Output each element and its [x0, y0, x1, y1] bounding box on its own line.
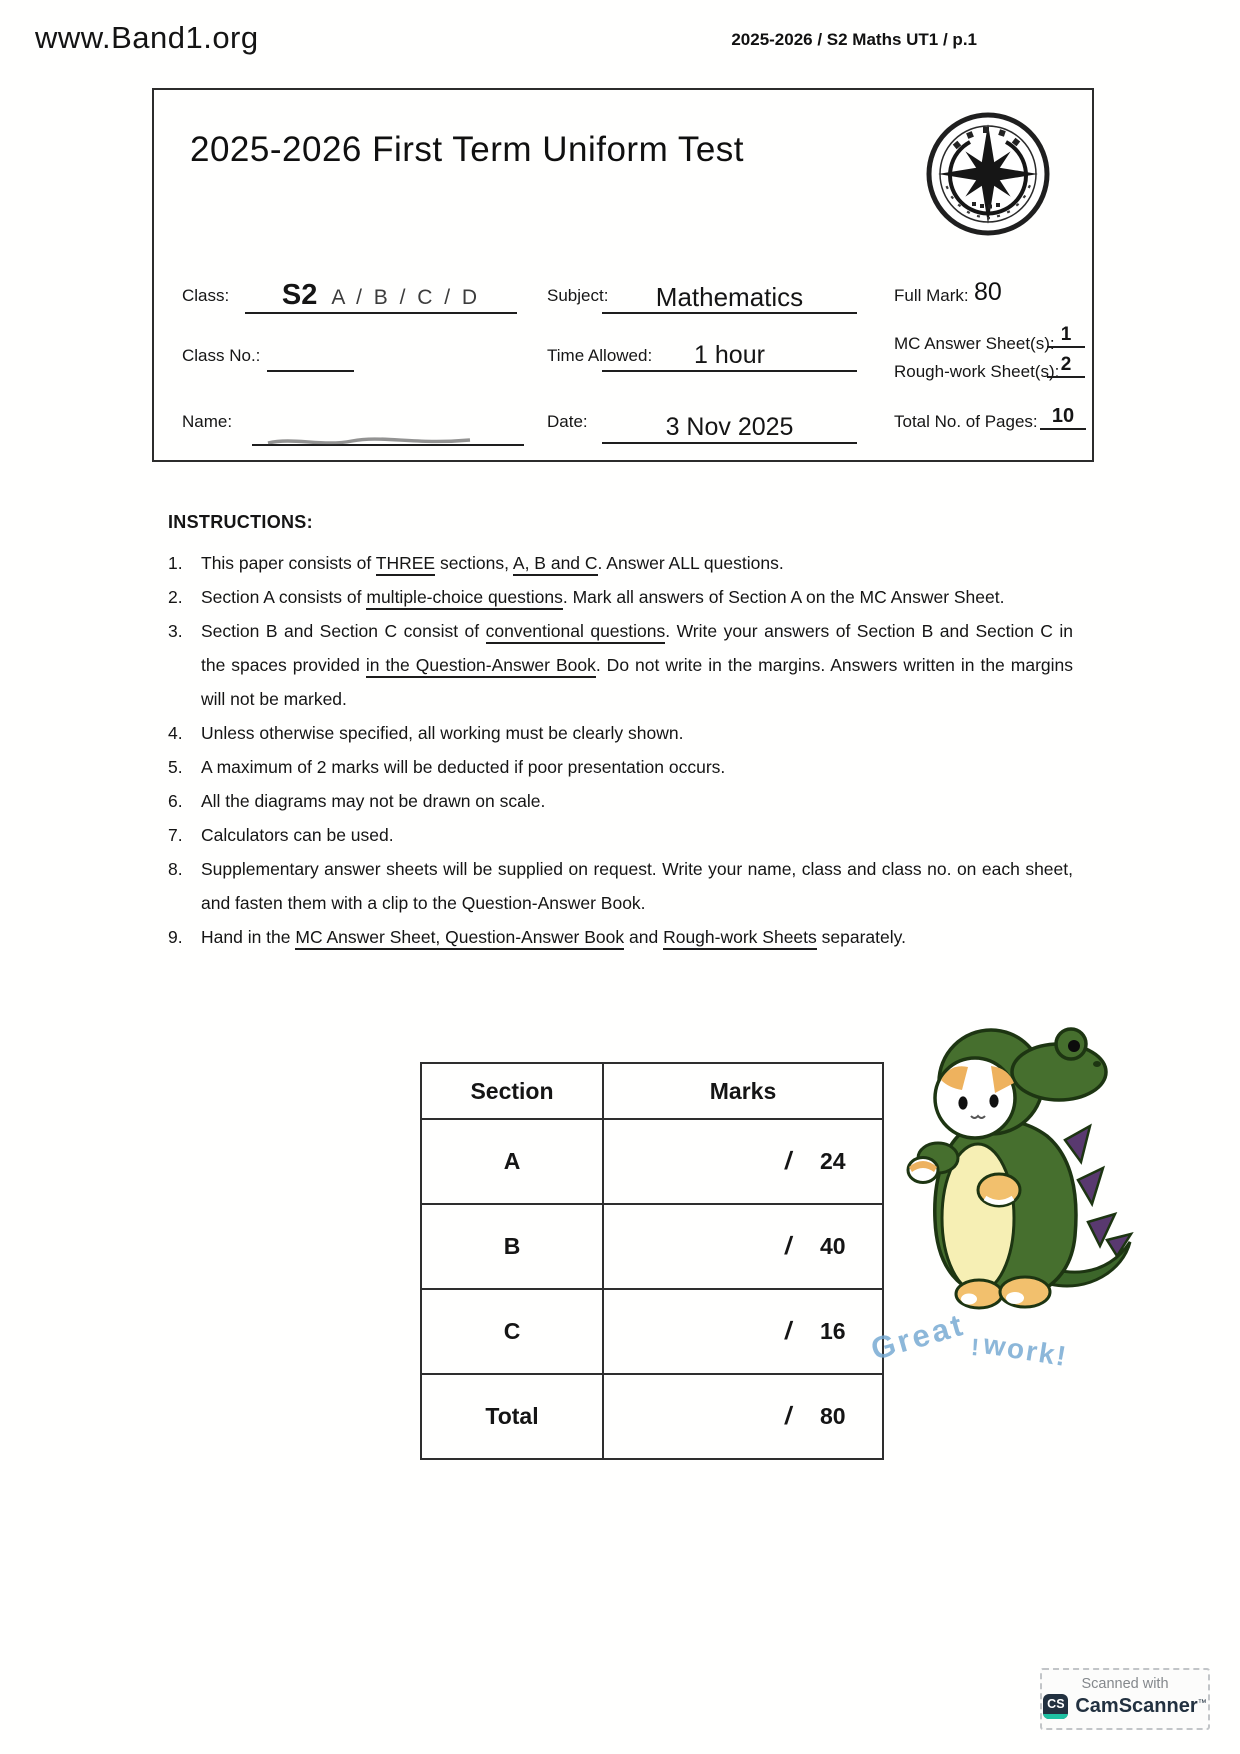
class-groups: A / B / C / D — [331, 285, 481, 309]
marks-header: Marks — [603, 1063, 883, 1119]
handwriting-smudge — [264, 434, 474, 450]
subject-label: Subject: — [547, 286, 609, 305]
instruction-number: 6. — [168, 791, 183, 811]
marks-table-header-row — [421, 1063, 883, 1119]
date-label: Date: — [547, 412, 588, 431]
stamp-word-1: Great — [867, 1306, 969, 1367]
mc-sheets-value: 1 — [1060, 324, 1072, 345]
stamp-word-2: work! — [981, 1328, 1070, 1373]
instruction-text: A maximum of 2 marks will be deducted if poor presentation occurs. — [201, 757, 726, 777]
marks-table-row — [421, 1204, 883, 1289]
instruction-item — [168, 716, 1080, 750]
page-reference: 2025-2026 / S2 Maths UT1 / p.1 — [731, 30, 977, 49]
instruction-item — [168, 750, 1080, 784]
time-allowed-value: 1 hour — [694, 341, 765, 369]
instruction-text: Supplementary answer sheets will be supplied on request. Write your name, class and class no. on each sheet, and fasten them with a clip to the Question-Answer Book. — [201, 859, 1073, 913]
stamp-mark: ! — [970, 1334, 980, 1362]
instruction-item — [168, 614, 1080, 716]
full-mark-label: Full Mark: — [894, 286, 969, 305]
class-value-line — [245, 268, 517, 314]
rough-sheets-value: 2 — [1060, 354, 1072, 375]
instruction-item — [168, 920, 1080, 954]
total-pages-line — [1040, 398, 1086, 430]
subject-value: Mathematics — [655, 282, 804, 312]
marks-table-row — [421, 1119, 883, 1204]
instruction-text: Unless otherwise specified, all working must be clearly shown. — [201, 723, 684, 743]
marks-table-row — [421, 1374, 883, 1459]
instruction-item — [168, 852, 1080, 920]
instruction-item — [168, 546, 1080, 580]
marks-table-row — [421, 1289, 883, 1374]
class-label: Class: — [182, 286, 230, 305]
subject-value-line — [602, 270, 857, 314]
instruction-text: Section B and Section C consist of conventional questions. Write your answers of Section B and Section C in the spaces provided in the Question-Answer Book. Do not write in the margins. Answers written in the margins will not be marked. — [201, 621, 1074, 709]
marks-cell: / 16 — [603, 1289, 883, 1374]
camscanner-row — [1042, 1694, 1208, 1719]
time-allowed-line — [602, 328, 857, 372]
instruction-text: Section A consists of multiple-choice questions. Mark all answers of Section A on the MC Answer Sheet. — [201, 580, 1073, 614]
instruction-number: 4. — [168, 723, 183, 743]
instruction-text: Hand in the MC Answer Sheet, Question-Answer Book and Rough-work Sheets separately. — [201, 920, 1073, 954]
watermark-url: www.Band1.org — [35, 20, 259, 55]
section-cell: B — [421, 1204, 603, 1289]
camscanner-name: CamScanner — [1075, 1695, 1198, 1717]
instruction-item — [168, 784, 1080, 818]
marks-cell: / 40 — [603, 1204, 883, 1289]
crocodile-cat-mascot — [875, 1022, 1145, 1317]
total-pages-label: Total No. of Pages: — [894, 412, 1038, 431]
instruction-number: 5. — [168, 757, 183, 777]
instruction-number: 1. — [168, 553, 183, 573]
instructions-heading: INSTRUCTIONS: — [168, 512, 313, 532]
scanned-with-text: Scanned with — [1081, 1676, 1169, 1692]
name-label: Name: — [182, 412, 233, 431]
instruction-item — [168, 580, 1080, 614]
mc-sheets-label: MC Answer Sheet(s): — [894, 334, 1055, 353]
instruction-text: Calculators can be used. — [201, 825, 394, 845]
section-cell: Total — [421, 1374, 603, 1459]
total-pages-value: 10 — [1051, 405, 1075, 427]
rough-sheets-line — [1047, 348, 1085, 378]
marks-cell: / 80 — [603, 1374, 883, 1459]
date-value: 3 Nov 2025 — [665, 413, 794, 441]
camscanner-badge — [1040, 1668, 1210, 1730]
school-logo — [924, 110, 1052, 238]
marks-table-body — [421, 1119, 883, 1459]
camscanner-icon — [1043, 1694, 1068, 1719]
date-line — [602, 396, 857, 444]
section-header: Section — [421, 1063, 603, 1119]
instruction-number: 7. — [168, 825, 183, 845]
marks-cell: / 24 — [603, 1119, 883, 1204]
instruction-number: 9. — [168, 927, 183, 947]
full-mark-value: 80 — [974, 278, 1002, 306]
class-no-label: Class No.: — [182, 346, 261, 365]
instruction-number: 3. — [168, 621, 183, 641]
section-cell: C — [421, 1289, 603, 1374]
rough-sheets-label: Rough-work Sheet(s): — [894, 362, 1060, 381]
exam-title: 2025-2026 First Term Uniform Test — [190, 130, 745, 169]
marks-table — [420, 1062, 884, 1460]
mc-sheets-line — [1047, 318, 1085, 348]
name-blank — [252, 398, 524, 446]
class-no-blank — [267, 332, 354, 372]
instruction-text: All the diagrams may not be drawn on scale. — [201, 791, 546, 811]
time-allowed-label: Time Allowed: — [547, 346, 653, 365]
section-cell: A — [421, 1119, 603, 1204]
instruction-number: 8. — [168, 859, 183, 879]
camscanner-icon-letters: CS — [1047, 1697, 1065, 1711]
trademark-symbol: ™ — [1197, 1697, 1207, 1708]
instruction-item — [168, 818, 1080, 852]
instructions-list — [168, 546, 1080, 954]
class-value: S2 — [281, 279, 318, 311]
exam-header-box — [152, 88, 1094, 462]
instruction-number: 2. — [168, 587, 183, 607]
instruction-text: This paper consists of THREE sections, A, B and C. Answer ALL questions. — [201, 546, 1073, 580]
